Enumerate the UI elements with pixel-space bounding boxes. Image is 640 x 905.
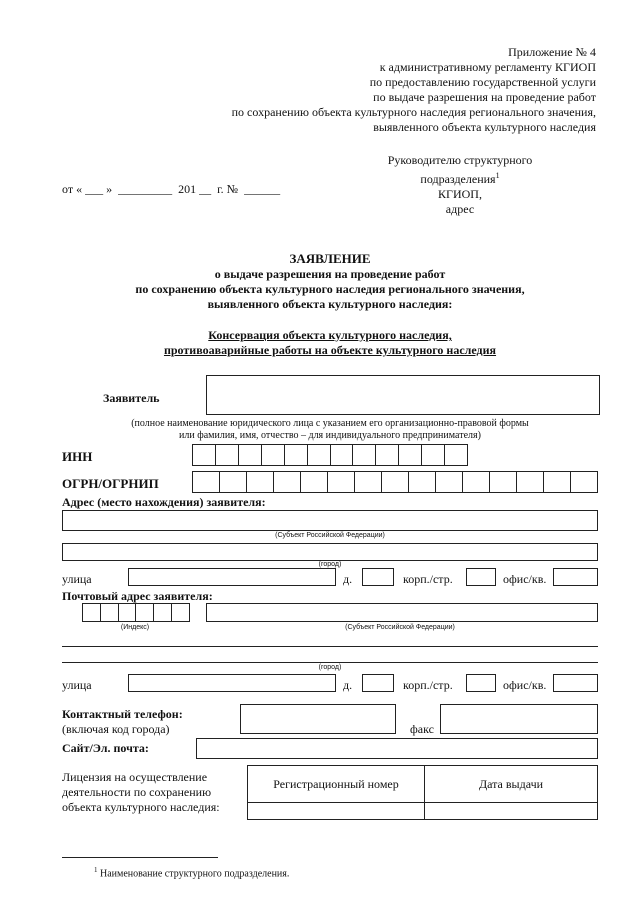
appendix-line: по выдаче разрешения на проведение работ bbox=[373, 90, 596, 104]
appendix-block bbox=[136, 45, 596, 135]
license-registration-input[interactable] bbox=[248, 803, 425, 820]
address-office-label: офис/кв. bbox=[503, 572, 547, 586]
fax-label: факс bbox=[410, 722, 434, 736]
phone-label: Контактный телефон: bbox=[62, 707, 183, 721]
document-title bbox=[60, 251, 600, 312]
ogrn-label: ОГРН/ОГРНИП bbox=[62, 476, 159, 491]
addressee-line: КГИОП, bbox=[438, 187, 482, 201]
postal-city-input[interactable] bbox=[62, 646, 598, 662]
addressee-block bbox=[365, 153, 555, 217]
title-line: о выдаче разрешения на проведение работ bbox=[214, 267, 446, 281]
postal-office-input[interactable] bbox=[553, 674, 598, 692]
address-house-input[interactable] bbox=[362, 568, 394, 586]
address-label: Адрес (место нахождения) заявителя: bbox=[62, 495, 266, 509]
date-number-line[interactable]: от « ___ » _________ 201 __ г. № ______ bbox=[62, 182, 281, 196]
phone-input[interactable] bbox=[240, 704, 396, 734]
postal-index-input[interactable] bbox=[82, 603, 190, 622]
footnote-mark: 1 bbox=[94, 866, 98, 874]
appendix-line: по предоставлению государственной услуги bbox=[369, 75, 596, 89]
address-subject-caption: (Субъект Российской Федерации) bbox=[275, 532, 385, 539]
site-email-input[interactable] bbox=[196, 738, 598, 759]
footnote bbox=[94, 864, 289, 880]
postal-house-label: д. bbox=[343, 678, 353, 692]
appendix-line: по сохранению объекта культурного наследия регионального значения, bbox=[231, 105, 596, 119]
address-building-label: корп./стр. bbox=[403, 572, 453, 586]
address-house-label: д. bbox=[343, 572, 353, 586]
postal-office-label: офис/кв. bbox=[503, 678, 547, 692]
appendix-line: Приложение № 4 bbox=[508, 45, 596, 59]
inn-label: ИНН bbox=[62, 449, 93, 464]
applicant-hint: (полное наименование юридического лица с указанием его организационно-правовой формы или фамилия, имя, отчество – для индивидуального предпринимателя) bbox=[131, 418, 529, 441]
postal-building-input[interactable] bbox=[466, 674, 496, 692]
addressee-line: адрес bbox=[445, 202, 475, 216]
postal-subject-input[interactable] bbox=[206, 603, 598, 622]
title-line: по сохранению объекта культурного наследия регионального значения, bbox=[135, 282, 525, 296]
license-col-date: Дата выдачи bbox=[425, 766, 598, 803]
work-type bbox=[60, 328, 600, 358]
address-office-input[interactable] bbox=[553, 568, 598, 586]
license-label: Лицензия на осуществление деятельности по сохранению объекта культурного наследия: bbox=[62, 770, 220, 814]
ogrn-input[interactable] bbox=[192, 471, 598, 493]
work-type-line: Консервация объекта культурного наследия, bbox=[208, 328, 452, 342]
applicant-label: Заявитель bbox=[103, 391, 160, 405]
postal-index-caption: (Индекс) bbox=[120, 624, 150, 631]
license-date-input[interactable] bbox=[425, 803, 598, 820]
appendix-line: выявленного объекта культурного наследия bbox=[373, 120, 596, 134]
applicant-input[interactable] bbox=[206, 375, 600, 415]
appendix-line: к административному регламенту КГИОП bbox=[379, 60, 596, 74]
title-line: выявленного объекта культурного наследия: bbox=[207, 297, 453, 311]
address-city-caption: (город) bbox=[318, 561, 342, 568]
work-type-line: противоаварийные работы на объекте культурного наследия bbox=[163, 343, 497, 357]
license-col-registration: Регистрационный номер bbox=[248, 766, 425, 803]
license-table bbox=[247, 765, 598, 820]
address-street-label: улица bbox=[62, 572, 92, 586]
address-subject-input[interactable] bbox=[62, 510, 598, 531]
postal-city-caption: (город) bbox=[318, 664, 342, 671]
footnote-ref: 1 bbox=[495, 171, 500, 180]
postal-subject-caption: (Субъект Российской Федерации) bbox=[345, 624, 455, 631]
inn-input[interactable] bbox=[192, 444, 468, 466]
fax-input[interactable] bbox=[440, 704, 598, 734]
postal-building-label: корп./стр. bbox=[403, 678, 453, 692]
footnote-divider bbox=[62, 857, 218, 858]
title-heading: ЗАЯВЛЕНИЕ bbox=[289, 251, 371, 266]
addressee-line: подразделения$^1$ bbox=[420, 171, 500, 186]
address-street-input[interactable] bbox=[128, 568, 336, 586]
postal-street-label: улица bbox=[62, 678, 92, 692]
site-email-label: Сайт/Эл. почта: bbox=[62, 741, 149, 755]
addressee-line: Руководителю структурного bbox=[387, 153, 533, 167]
footnote-text: Наименование структурного подразделения. bbox=[100, 868, 290, 880]
address-building-input[interactable] bbox=[466, 568, 496, 586]
postal-house-input[interactable] bbox=[362, 674, 394, 692]
postal-street-input[interactable] bbox=[128, 674, 336, 692]
phone-hint: (включая код города) bbox=[62, 722, 170, 736]
postal-label: Почтовый адрес заявителя: bbox=[62, 589, 213, 603]
address-city-input[interactable] bbox=[62, 543, 598, 561]
